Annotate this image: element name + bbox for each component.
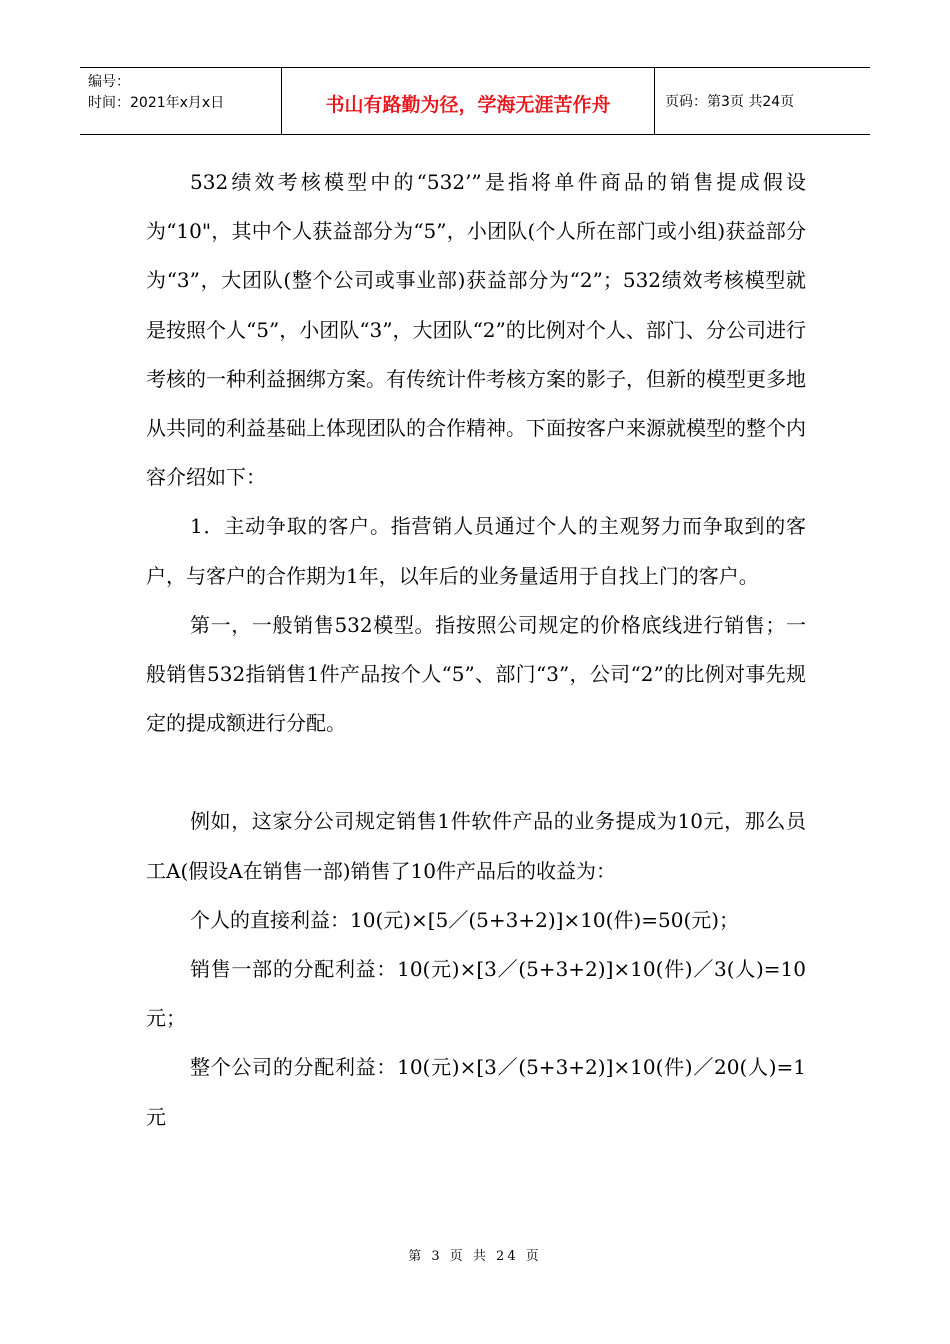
paragraph-intro: 532绩效考核模型中的“532’”是指将单件商品的销售提成假设为“10"，其中个人获益部分为“5”，小团队(个人所在部门或小组)获益部分为“3”，大团队(整个公司或事业部)获益部分为“2”；532绩效考核模型就是按照个人“5”，小团队“3”，大团队“2”的比例对个人、部门、分公司进行考核的一种利益捆绑方案。有传统计件考核方案的影子，但新的模型更多地从共同的利益基础上体现团队的合作精神。下面按客户来源就模型的整个内容介绍如下：: [146, 170, 806, 490]
paragraph-company-benefit: 整个公司的分配利益：10(元)×[3／(5+3+2)]×10(件)／20(人)=1元: [146, 1055, 806, 1129]
header-page-number: 页码：第3页 共24页: [665, 94, 795, 110]
document-number-label: 编号：: [88, 74, 130, 90]
paragraph-department-benefit: 销售一部的分配利益：10(元)×[3／(5+3+2)]×10(件)／3(人)=10元；: [146, 957, 806, 1031]
paragraph-example: 例如，这家分公司规定销售1件软件产品的业务提成为10元，那么员工A(假设A在销售一部)销售了10件产品后的收益为：: [146, 809, 806, 883]
page-footer: 第 3 页 共 24 页: [408, 1249, 542, 1264]
document-body: [146, 158, 806, 1142]
header-meta: [80, 68, 282, 134]
paragraph-general-sales-model: 第一，一般销售532模型。指按照公司规定的价格底线进行销售；一般销售532指销售1件产品按个人“5”、部门“3”，公司“2”的比例对事先规定的提成额进行分配。: [146, 612, 806, 736]
paragraph-personal-benefit: 个人的直接利益：10(元)×[5／(5+3+2)]×10(件)=50(元)；: [190, 907, 740, 932]
document-time-label: 时间：2021年x月x日: [88, 95, 225, 111]
page-header: [80, 67, 870, 135]
header-motto: 书山有路勤为径，学海无涯苦作舟: [282, 68, 655, 134]
paragraph-active-clients: 1．主动争取的客户。指营销人员通过个人的主观努力而争取到的客户，与客户的合作期为1年，以年后的业务量适用于自找上门的客户。: [146, 514, 806, 588]
